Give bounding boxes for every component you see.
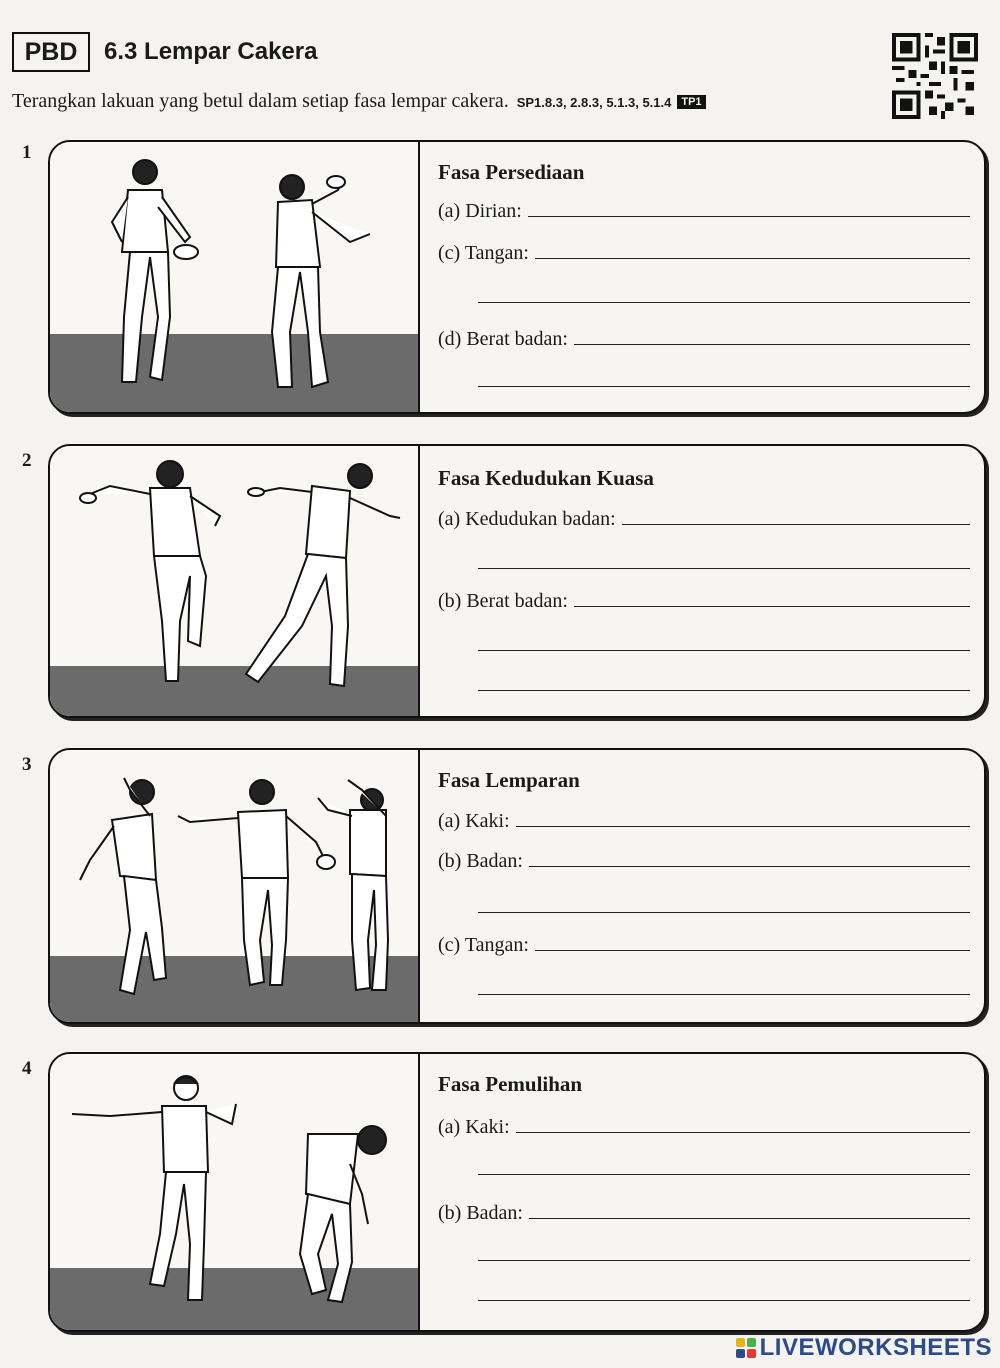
question-row <box>438 810 970 833</box>
liveworksheets-logo-icon <box>736 1338 756 1358</box>
phase-title: Fasa Kedudukan Kuasa <box>438 466 654 490</box>
page-title: 6.3 Lempar Cakera <box>104 38 318 65</box>
question-label: (d) Berat badan: <box>438 328 568 350</box>
question-label: (c) Tangan: <box>438 242 529 264</box>
phase-title: Fasa Lemparan <box>438 768 580 792</box>
answer-line[interactable] <box>535 244 970 259</box>
standard-codes: SP1.8.3, 2.8.3, 5.1.3, 5.1.4 <box>516 95 672 110</box>
answer-line-continuation[interactable] <box>478 650 970 651</box>
question-label: (b) Berat badan: <box>438 590 568 612</box>
answer-line-continuation[interactable] <box>478 1174 970 1175</box>
answer-line[interactable] <box>535 936 970 951</box>
answer-line-continuation[interactable] <box>478 1260 970 1261</box>
phase-title: Fasa Pemulihan <box>438 1072 583 1096</box>
question-row <box>438 850 970 873</box>
pbd-badge: PBD <box>12 32 90 72</box>
figure-throw-phase <box>50 750 420 1022</box>
question-label: (a) Kaki: <box>438 810 510 832</box>
section-number: 3 <box>22 754 32 775</box>
answer-line[interactable] <box>622 510 970 525</box>
section-card-4 <box>48 1052 986 1332</box>
watermark-text: LIVEWORKSHEETS <box>759 1334 992 1361</box>
answer-line-continuation[interactable] <box>478 690 970 691</box>
answer-line[interactable] <box>574 592 970 607</box>
question-label: (b) Badan: <box>438 850 523 872</box>
qr-code-icon[interactable] <box>892 30 978 122</box>
figure-power-position-phase <box>50 446 420 716</box>
athlete-illustration <box>50 750 418 1022</box>
figure-preparation-phase <box>50 142 420 412</box>
question-label: (c) Tangan: <box>438 934 529 956</box>
answer-line[interactable] <box>528 202 970 217</box>
answer-line-continuation[interactable] <box>478 912 970 913</box>
question-row <box>438 200 970 223</box>
answer-line[interactable] <box>516 1118 970 1133</box>
question-label: (a) Kedudukan badan: <box>438 508 616 530</box>
answer-line[interactable] <box>574 330 970 345</box>
answer-line-continuation[interactable] <box>478 302 970 303</box>
question-row <box>438 934 970 957</box>
liveworksheets-watermark[interactable] <box>736 1334 992 1362</box>
athlete-illustration <box>50 446 418 716</box>
answer-line-continuation[interactable] <box>478 994 970 995</box>
section-card-1 <box>48 140 986 414</box>
question-row <box>438 508 970 531</box>
instruction-text <box>12 90 706 113</box>
section-number: 1 <box>22 142 32 163</box>
athlete-illustration <box>50 1054 418 1330</box>
section-card-3 <box>48 748 986 1024</box>
answer-line[interactable] <box>529 1204 970 1219</box>
answer-line[interactable] <box>516 812 970 827</box>
question-row <box>438 242 970 265</box>
question-row <box>438 1116 970 1139</box>
section-number: 4 <box>22 1058 32 1079</box>
instruction: Terangkan lakuan yang betul dalam setiap fasa lempar cakera. <box>12 90 509 112</box>
question-label: (a) Dirian: <box>438 200 522 222</box>
question-label: (a) Kaki: <box>438 1116 510 1138</box>
answer-line-continuation[interactable] <box>478 386 970 387</box>
question-row <box>438 328 970 351</box>
answer-line-continuation[interactable] <box>478 1300 970 1301</box>
question-label: (b) Badan: <box>438 1202 523 1224</box>
level-badge: TP1 <box>677 95 705 109</box>
answer-line-continuation[interactable] <box>478 568 970 569</box>
question-row <box>438 1202 970 1225</box>
section-card-2 <box>48 444 986 718</box>
section-number: 2 <box>22 450 32 471</box>
figure-recovery-phase <box>50 1054 420 1330</box>
athlete-illustration <box>50 142 418 412</box>
phase-title: Fasa Persediaan <box>438 160 585 184</box>
answer-line[interactable] <box>529 852 970 867</box>
question-row <box>438 590 970 613</box>
